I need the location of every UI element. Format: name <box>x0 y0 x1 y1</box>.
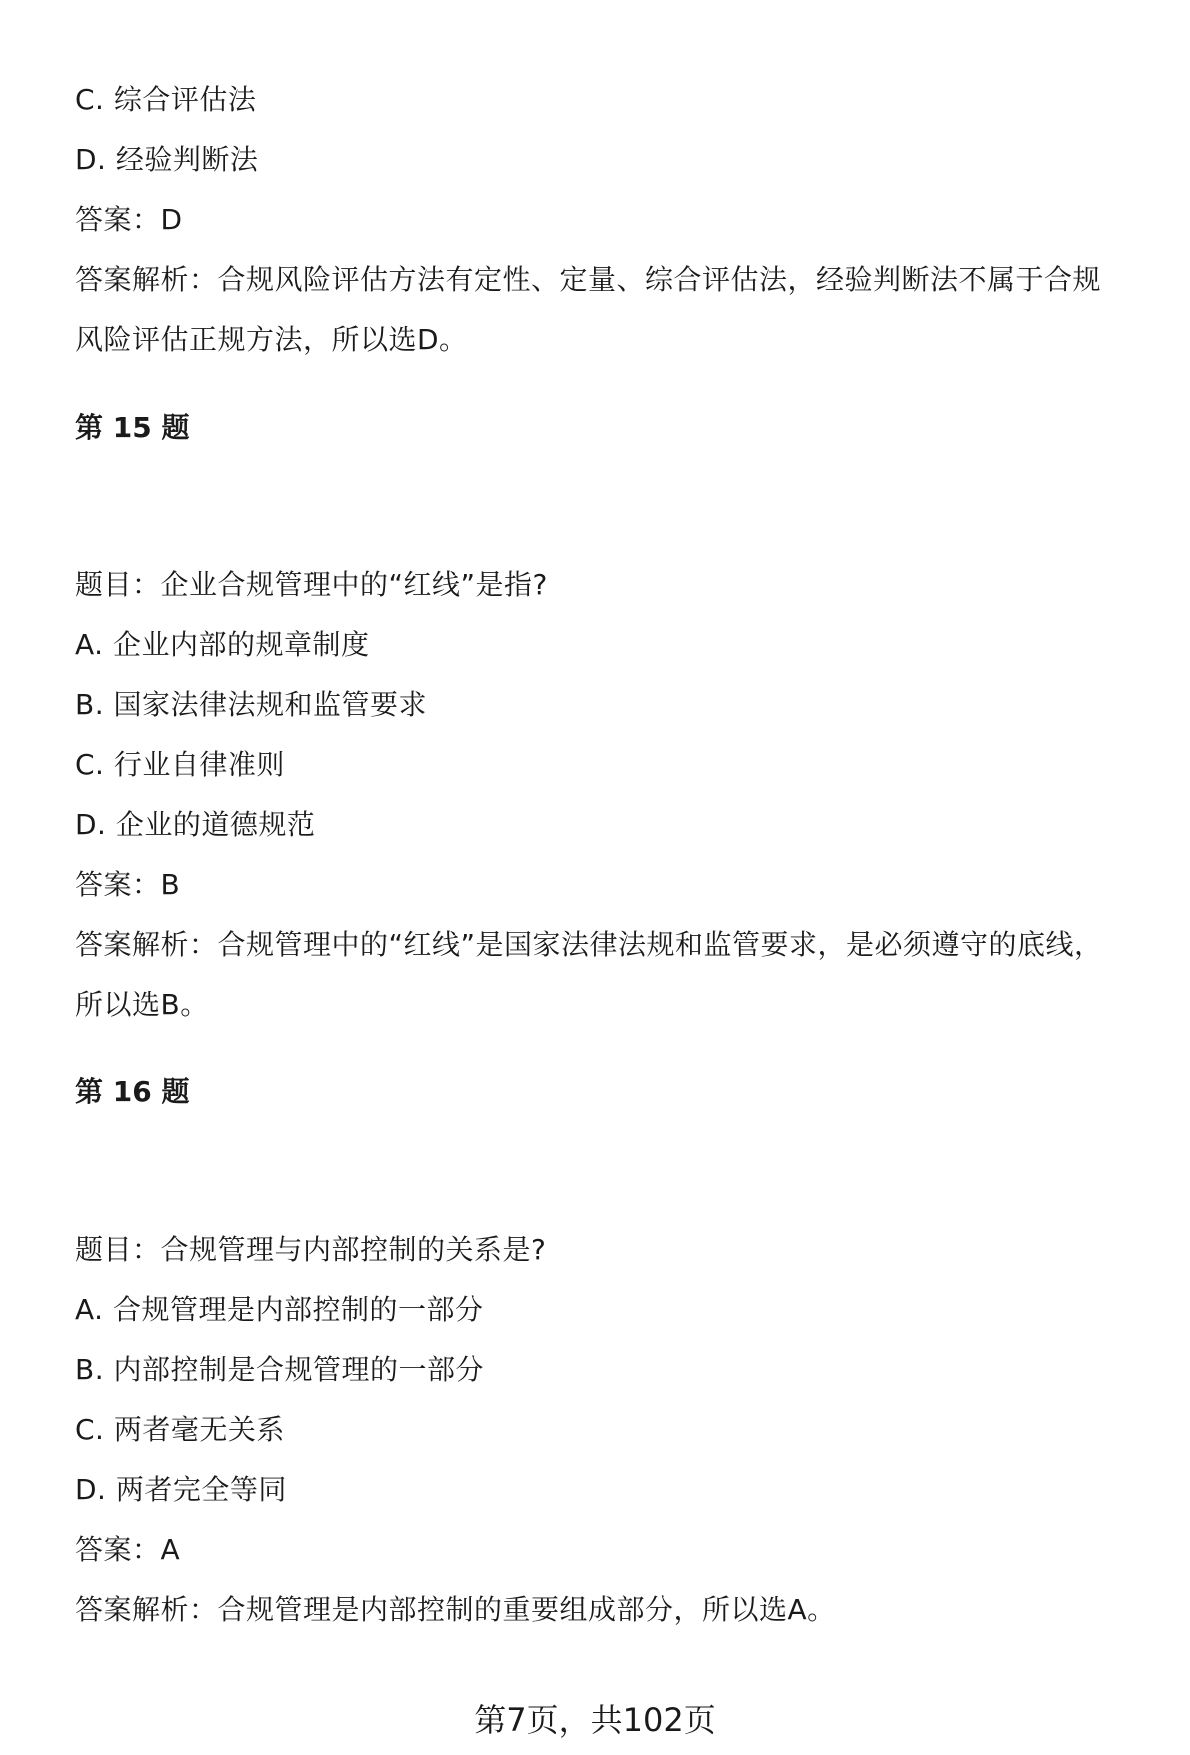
question-16-explanation-line1: 答案解析：合规管理是内部控制的重要组成部分，所以选A。 <box>75 1593 836 1626</box>
question-15-explanation-line2: 所以选B。 <box>75 988 209 1021</box>
prev-answer: 答案：D <box>75 203 183 236</box>
question-15-option-c: C. 行业自律准则 <box>75 748 285 781</box>
page-footer: 第7页，共102页 <box>474 1701 716 1739</box>
question-15-option-d: D. 企业的道德规范 <box>75 808 316 841</box>
question-15-heading: 第 15 题 <box>75 411 190 444</box>
question-15-option-b: B. 国家法律法规和监管要求 <box>75 688 428 721</box>
question-15-text: 题目：企业合规管理中的“红线”是指? <box>75 568 548 601</box>
question-16-text: 题目：合规管理与内部控制的关系是? <box>75 1233 547 1266</box>
question-15-answer: 答案：B <box>75 868 181 901</box>
prev-option-d: D. 经验判断法 <box>75 143 259 176</box>
prev-explanation-line1: 答案解析：合规风险评估方法有定性、定量、综合评估法，经验判断法不属于合规 <box>75 263 1102 296</box>
question-16-option-d: D. 两者完全等同 <box>75 1473 287 1506</box>
question-15-explanation-line1: 答案解析：合规管理中的“红线”是国家法律法规和监管要求，是必须遵守的底线， <box>75 928 1103 961</box>
question-16-option-c: C. 两者毫无关系 <box>75 1413 285 1446</box>
question-16-answer: 答案：A <box>75 1533 181 1566</box>
prev-option-c: C. 综合评估法 <box>75 83 257 116</box>
question-16-option-b: B. 内部控制是合规管理的一部分 <box>75 1353 485 1386</box>
question-16-heading: 第 16 题 <box>75 1075 190 1108</box>
question-16-option-a: A. 合规管理是内部控制的一部分 <box>75 1293 484 1326</box>
question-15-option-a: A. 企业内部的规章制度 <box>75 628 370 661</box>
prev-explanation-line2: 风险评估正规方法，所以选D。 <box>75 323 468 356</box>
